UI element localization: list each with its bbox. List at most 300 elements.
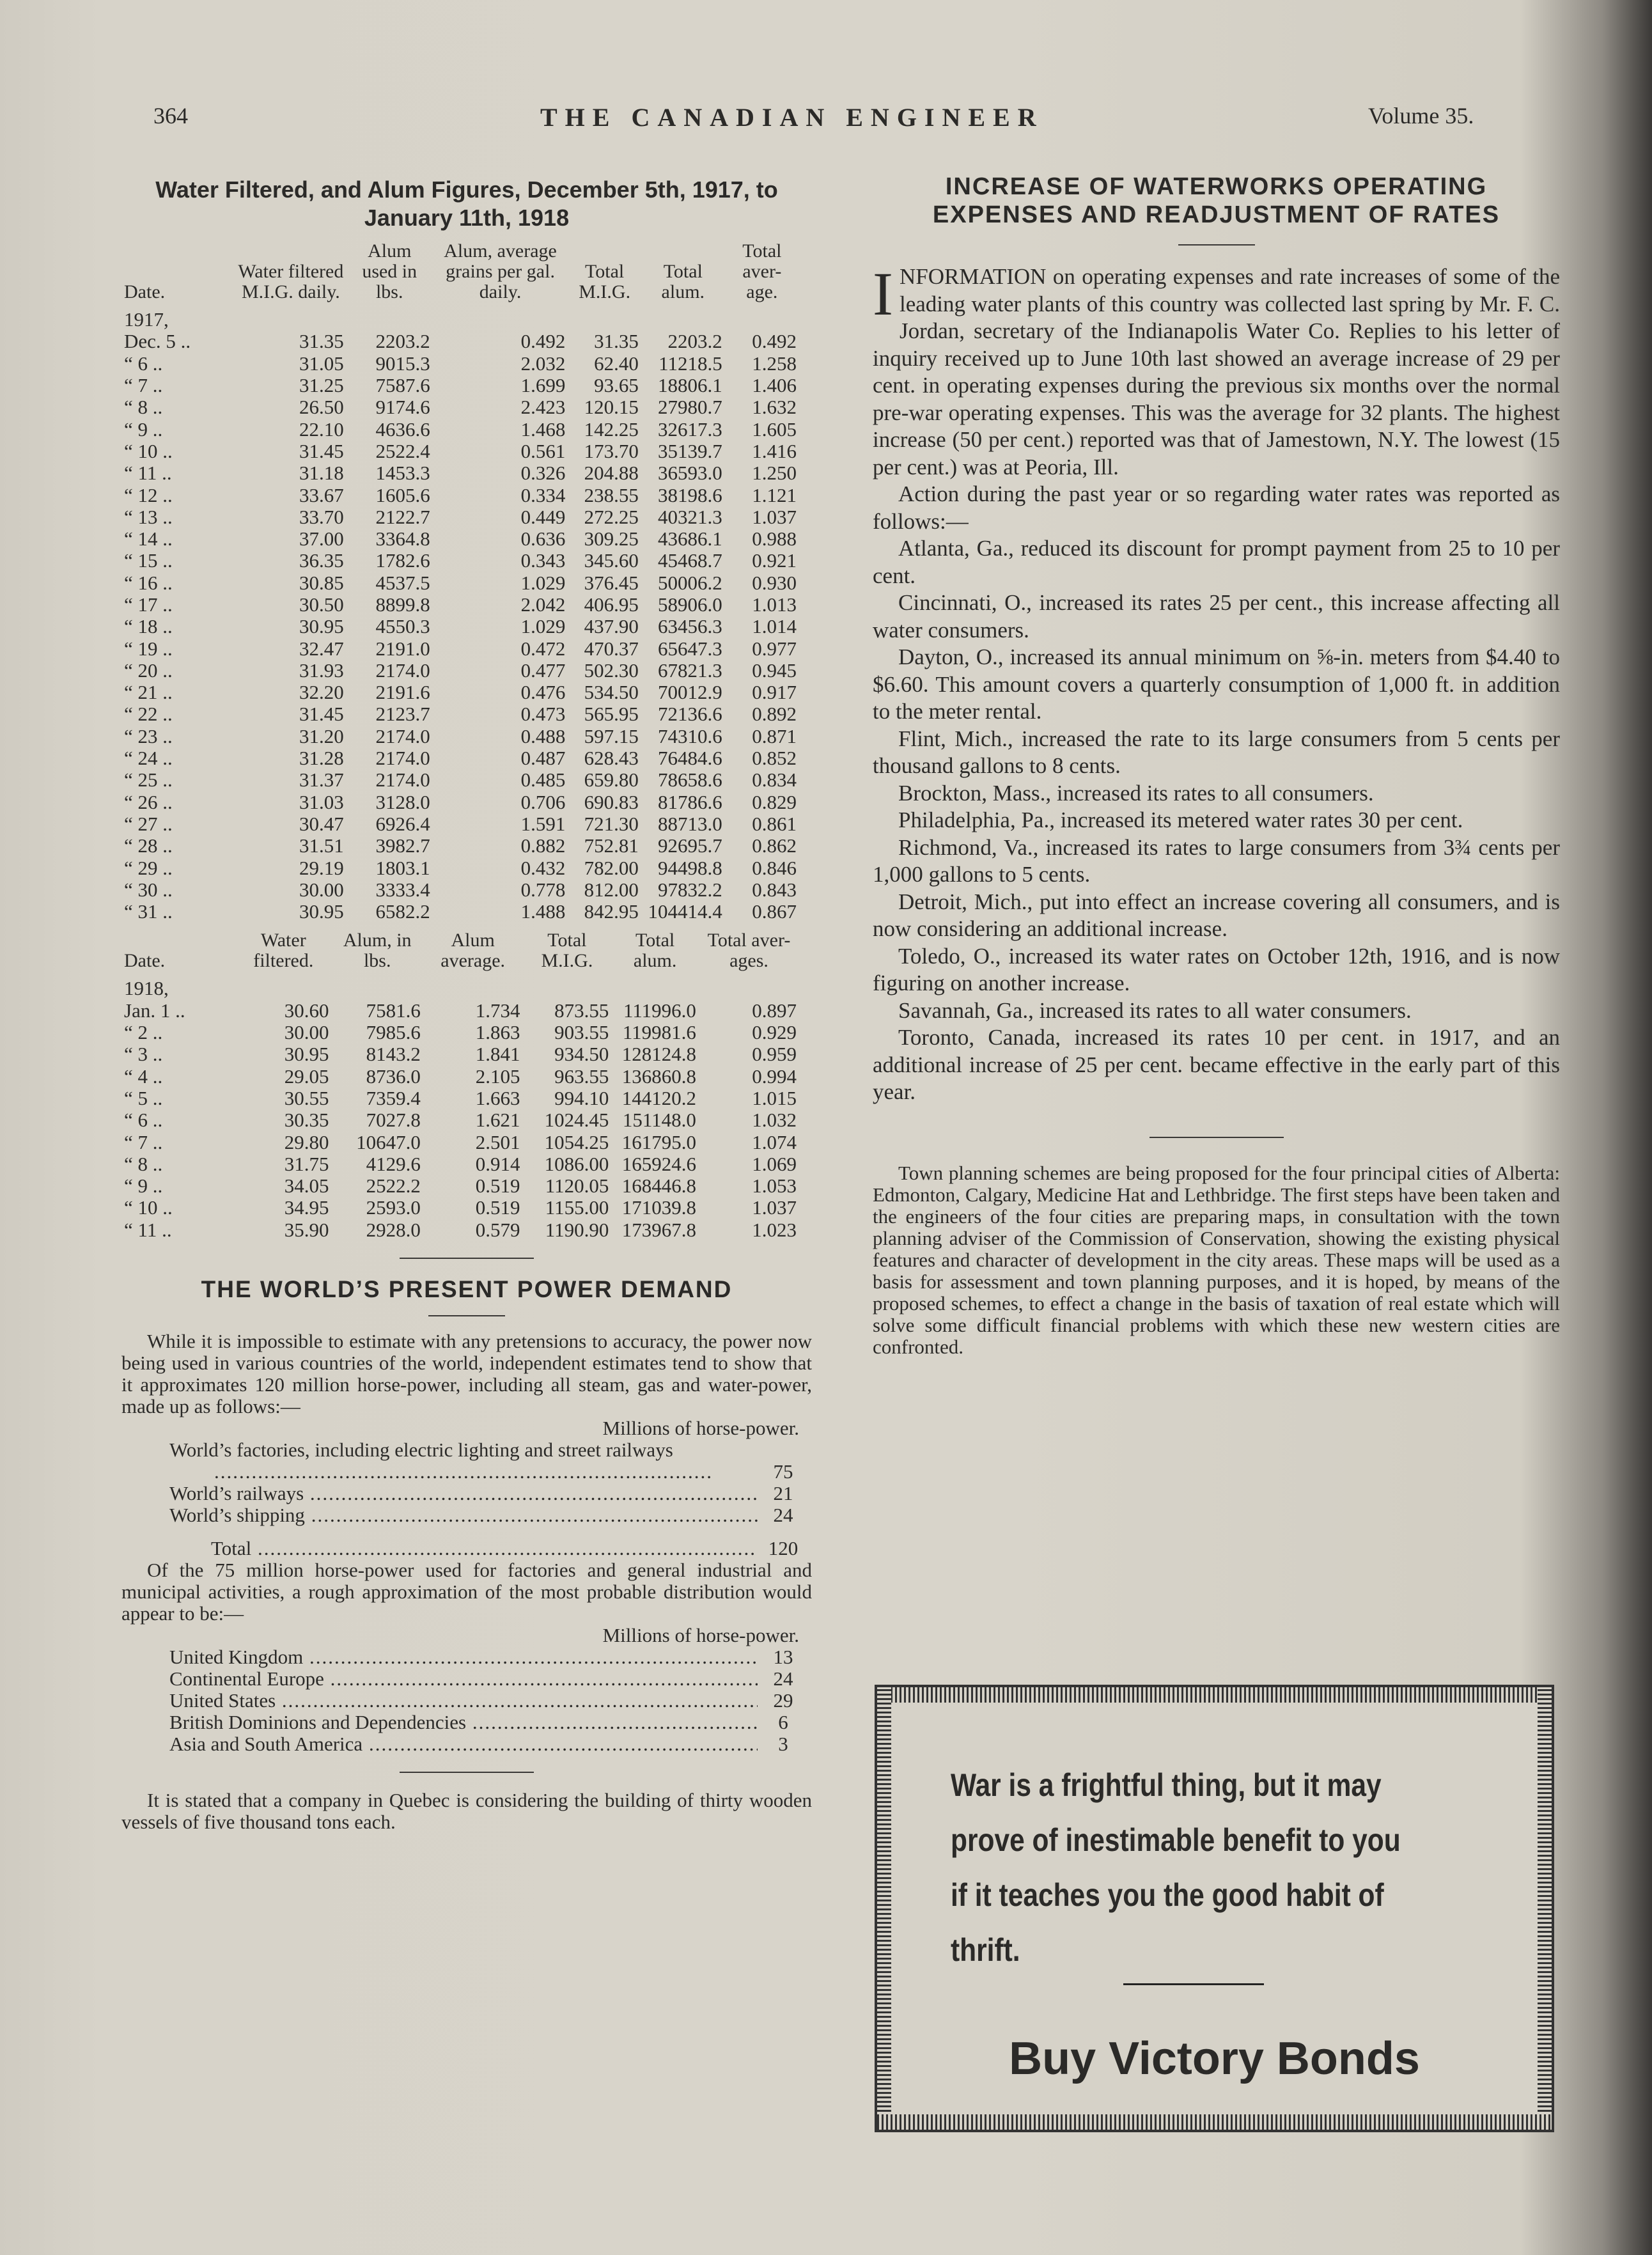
table-cell: 1.416 [752, 439, 797, 462]
section-divider [400, 1772, 534, 1773]
table-cell: 40321.3 [657, 505, 722, 528]
power-item-value: 24 [773, 1503, 793, 1526]
table-cell: 142.25 [584, 417, 639, 441]
table-cell: 171039.8 [621, 1196, 696, 1219]
table-cell: 3128.0 [375, 790, 430, 813]
table-cell: 2174.0 [375, 724, 430, 747]
table-cell: “ 9 .. [124, 417, 163, 441]
table-cell: 0.488 [520, 724, 566, 747]
table-row [121, 375, 799, 396]
table-cell: 29.19 [299, 856, 344, 879]
total-value: 120 [768, 1536, 799, 1559]
table-cell: 0.487 [520, 747, 566, 770]
waterworks-para2: Action during the past year or so regarding water rates was reported as follows:— [873, 481, 1560, 534]
table-cell: 8899.8 [375, 593, 430, 616]
power-item-name: United States ..... [169, 1690, 758, 1712]
table-cell: “ 6 .. [124, 1109, 163, 1132]
year-row [121, 309, 799, 331]
table-row [121, 1131, 799, 1153]
table-cell: 1.121 [752, 483, 797, 506]
rate-action-item: Atlanta, Ga., reduced its discount for prompt payment from 25 to 10 per cent. [873, 536, 1560, 588]
table-cell: 1024.45 [544, 1109, 609, 1132]
table-cell: 32.20 [299, 681, 344, 704]
table-cell: “ 13 .. [124, 505, 173, 528]
table-cell: 4636.6 [375, 417, 430, 441]
power-item-value: 21 [773, 1481, 793, 1504]
table-cell: 0.561 [520, 439, 566, 462]
table-cell: 659.80 [584, 769, 639, 792]
power-row [169, 1504, 809, 1526]
table-cell: 4537.5 [375, 571, 430, 594]
table-cell: 7587.6 [375, 374, 430, 397]
table-cell: 0.579 [475, 1218, 520, 1241]
table-cell: “ 10 .. [124, 1196, 173, 1219]
table-cell: 161795.0 [621, 1130, 696, 1153]
rate-action-item: Brockton, Mass., increased its rates to all consumers. [898, 780, 1374, 806]
power-item-name: British Dominions and Dependencies ..... [169, 1712, 758, 1733]
table-cell: 1.663 [475, 1086, 520, 1109]
table-cell: 0.914 [475, 1152, 520, 1175]
table-cell: 1.734 [475, 999, 520, 1022]
table-cell: “ 11 .. [124, 1218, 172, 1241]
table-cell: 0.476 [520, 681, 566, 704]
page-number: 364 [153, 103, 188, 129]
power-item-name: United Kingdom ..... [169, 1646, 758, 1668]
table-cell: 1.015 [752, 1086, 797, 1109]
table-cell: 30.35 [284, 1109, 329, 1132]
column-header: Total alum. [633, 930, 677, 972]
table-cell: “ 2 .. [124, 1021, 163, 1044]
column-header: Total M.I.G. [579, 261, 631, 302]
table-row [121, 1000, 799, 1022]
table-cell: 173.70 [584, 439, 639, 462]
table-cell: 1086.00 [544, 1152, 609, 1175]
table-cell: 1.029 [520, 615, 566, 638]
table-cell: 31.03 [299, 790, 344, 813]
water-alum-table-1917 [121, 241, 799, 923]
table-cell: 0.519 [475, 1174, 520, 1198]
table-cell: 0.519 [475, 1196, 520, 1219]
table-row [121, 637, 799, 659]
table-row [121, 353, 799, 375]
table-row [121, 792, 799, 813]
table-cell: 0.930 [752, 571, 797, 594]
rate-action-item: Detroit, Mich., put into effect an increase covering all consumers, and is now considering an additional increase. [873, 889, 1560, 941]
power-item-name: World’s factories, including electric lighting and street railways ..... [169, 1439, 758, 1483]
table-cell: 94498.8 [657, 856, 722, 879]
table-cell: 9015.3 [375, 352, 430, 375]
running-header [0, 102, 1652, 141]
table-row [121, 1197, 799, 1219]
table-cell: 502.30 [584, 659, 639, 682]
table-cell: 35.90 [284, 1218, 329, 1241]
table-cell: 1.074 [752, 1130, 797, 1153]
power-table [169, 1439, 809, 1526]
table-cell: 0.977 [752, 637, 797, 660]
table-cell: “ 14 .. [124, 527, 173, 550]
table-cell: 2522.2 [366, 1174, 421, 1198]
table-cell: 10647.0 [356, 1130, 421, 1153]
rate-action-item: Philadelphia, Pa., increased its metered water rates 30 per cent. [898, 808, 1463, 832]
table-cell: 30.00 [299, 878, 344, 901]
table-cell: 128124.8 [621, 1043, 696, 1066]
table-cell: 31.45 [299, 703, 344, 726]
right-column [873, 173, 1560, 1358]
table-cell: 0.326 [520, 462, 566, 485]
table-cell: 31.20 [299, 724, 344, 747]
table-cell: Dec. 5 .. [124, 330, 191, 353]
table-header-row [121, 241, 799, 309]
table-row [121, 835, 799, 857]
table-row [121, 726, 799, 747]
table-cell: “ 16 .. [124, 571, 173, 594]
table-cell: 22.10 [299, 417, 344, 441]
table-cell: 2.105 [475, 1065, 520, 1088]
power-row [169, 1733, 809, 1755]
table-cell: 1453.3 [375, 462, 430, 485]
table-cell: 2123.7 [375, 703, 430, 726]
table-cell: 36.35 [299, 549, 344, 572]
table-cell: “ 11 .. [124, 462, 172, 485]
table-cell: 3333.4 [375, 878, 430, 901]
table-cell: 0.473 [520, 703, 566, 726]
table-cell: 2191.0 [375, 637, 430, 660]
table-cell: 1.621 [475, 1109, 520, 1132]
column-header: Alum average. [440, 930, 506, 972]
column-header: Alum, in lbs. [343, 930, 412, 972]
rate-actions-list [873, 535, 1560, 1106]
table-cell: 35139.7 [657, 439, 722, 462]
rate-action-item: Flint, Mich., increased the rate to its large consumers from 5 cents per thousand gallons to 8 cents. [873, 726, 1560, 778]
table-cell: 76484.6 [657, 747, 722, 770]
table-cell: 406.95 [584, 593, 639, 616]
table-cell: “ 12 .. [124, 483, 173, 506]
power-row [169, 1690, 809, 1712]
table-cell: 0.334 [520, 483, 566, 506]
table-cell: 0.343 [520, 549, 566, 572]
table-cell: 1.258 [752, 352, 797, 375]
table-cell: 62.40 [594, 352, 639, 375]
table-cell: “ 29 .. [124, 856, 173, 879]
table-cell: 30.95 [299, 900, 344, 923]
table-cell: 104414.4 [648, 900, 722, 923]
table-cell: 376.45 [584, 571, 639, 594]
table-row [121, 682, 799, 703]
table-cell: 437.90 [584, 615, 639, 638]
table-row [121, 1109, 799, 1131]
column-header: Total aver- ages. [707, 930, 791, 972]
table-cell: “ 31 .. [124, 900, 173, 923]
power-item-name: World’s shipping ..... [169, 1504, 758, 1526]
table-cell: 31.45 [299, 439, 344, 462]
table-cell: 628.43 [584, 747, 639, 770]
table-cell: 50006.2 [657, 571, 722, 594]
table-cell: 26.50 [299, 396, 344, 419]
power-item-name: Continental Europe ..... [169, 1668, 758, 1690]
power-item-value: 29 [773, 1689, 793, 1712]
table-cell: 0.778 [520, 878, 566, 901]
table-cell: 0.492 [752, 330, 797, 353]
table-cell: 1605.6 [375, 483, 430, 506]
table-cell: 1.037 [752, 505, 797, 528]
table-row [121, 1043, 799, 1065]
table-row [121, 1175, 799, 1197]
power-total-row [211, 1538, 809, 1559]
table-cell: 0.636 [520, 527, 566, 550]
table-row [121, 1088, 799, 1109]
drop-cap: I [873, 260, 893, 328]
table-cell: 63456.3 [657, 615, 722, 638]
table-row [121, 594, 799, 616]
table-cell: 1.037 [752, 1196, 797, 1219]
table-cell: 7027.8 [366, 1109, 421, 1132]
table-cell: 2122.7 [375, 505, 430, 528]
table-cell: 0.846 [752, 856, 797, 879]
table-cell: 0.945 [752, 659, 797, 682]
table-row [121, 462, 799, 484]
table-cell: 27980.7 [657, 396, 722, 419]
table-cell: 8736.0 [366, 1065, 421, 1088]
water-alum-table-1918 [121, 930, 799, 1241]
title-divider [1178, 244, 1255, 246]
table-cell: 0.862 [752, 834, 797, 857]
table-cell: 38198.6 [657, 483, 722, 506]
table-cell: 29.05 [284, 1065, 329, 1088]
table-cell: 1782.6 [375, 549, 430, 572]
table-row [121, 703, 799, 725]
table-cell: 2174.0 [375, 769, 430, 792]
table-cell: 752.81 [584, 834, 639, 857]
table-cell: 0.921 [752, 549, 797, 572]
table-cell: 0.897 [752, 999, 797, 1022]
table-row [121, 396, 799, 418]
table-cell: “ 5 .. [124, 1086, 163, 1109]
ad-divider [1123, 1983, 1264, 1985]
table-cell: 31.75 [284, 1152, 329, 1175]
table-cell: 2.423 [520, 396, 566, 419]
table-cell: 70012.9 [657, 681, 722, 704]
power-item-name: World’s railways ..... [169, 1483, 758, 1504]
table-cell: 6582.2 [375, 900, 430, 923]
power-item-name: Asia and South America ..... [169, 1733, 758, 1755]
table-row [121, 813, 799, 835]
table-cell: 1155.00 [545, 1196, 609, 1219]
table-cell: 111996.0 [623, 999, 696, 1022]
table-row [121, 418, 799, 440]
table-cell: 32.47 [299, 637, 344, 660]
table-cell: 1.069 [752, 1152, 797, 1175]
power-item-value: 3 [778, 1732, 788, 1755]
table-cell: “ 22 .. [124, 703, 173, 726]
table-cell: 842.95 [584, 900, 639, 923]
table-cell: 690.83 [584, 790, 639, 813]
rate-action-item: Toronto, Canada, increased its rates 10 per cent. in 1917, and an additional increase of 25 per cent. became effective in the early part of this year. [873, 1025, 1560, 1104]
table-cell: “ 4 .. [124, 1065, 163, 1088]
table-cell: “ 3 .. [124, 1043, 163, 1066]
quebec-note: It is stated that a company in Quebec is considering the building of thirty wooden vessels of five thousand tons each. [121, 1788, 812, 1833]
left-column [121, 176, 812, 1833]
table-cell: 0.477 [520, 659, 566, 682]
table-cell: 1.013 [752, 593, 797, 616]
table-header-row [121, 930, 799, 978]
waterworks-para1: INFORMATION on operating expenses and rate increases of some of the leading water plants of this country was collected last spring by Mr. F. C. Jordan, secretary of the Indianapolis Water Co. Replies to his letter of inquiry received up to June 10th last showed an average increase of 29 per cent. in operating expenses during the previous six months over the normal pre-war operating expenses. This was the average for 32 plants. The highest increase (50 per cent.) reported was that of Jamestown, N.Y. The lowest (15 per cent.) was at Peoria, Ill. [873, 260, 1560, 480]
table-cell: 1120.05 [545, 1174, 609, 1198]
table-cell: 30.47 [299, 812, 344, 835]
table-cell: 2.032 [520, 352, 566, 375]
table-cell: 0.917 [752, 681, 797, 704]
table-cell: 2522.4 [375, 439, 430, 462]
table-cell: 0.492 [520, 330, 566, 353]
table-cell: 0.706 [520, 790, 566, 813]
table-cell: 0.852 [752, 747, 797, 770]
waterworks-title: INCREASE OF WATERWORKS OPERATING EXPENSES AND READJUSTMENT OF RATES [932, 173, 1500, 228]
table-cell: 309.25 [584, 527, 639, 550]
table-cell: 11218.5 [658, 352, 722, 375]
table-cell: “ 17 .. [124, 593, 173, 616]
table-row [121, 769, 799, 791]
table-row [121, 572, 799, 594]
table-row [121, 1219, 799, 1241]
table-cell: 2.501 [475, 1130, 520, 1153]
table-cell: 1.014 [752, 615, 797, 638]
column-header: Total alum. [661, 261, 705, 302]
table-cell: 6926.4 [375, 812, 430, 835]
rate-action-item: Dayton, O., increased its annual minimum on ⅝-in. meters from $4.40 to $6.60. This amount covers a quarterly consumption of 1,000 ft. in addition to the meter rental. [873, 644, 1560, 724]
table-cell: “ 8 .. [124, 1152, 163, 1175]
table-cell: “ 10 .. [124, 439, 173, 462]
table-cell: 2174.0 [375, 747, 430, 770]
table-cell: 30.55 [284, 1086, 329, 1109]
total-label: Total ..... [211, 1538, 758, 1559]
table-cell: 33.70 [299, 505, 344, 528]
table-cell: 963.55 [554, 1065, 609, 1088]
table-cell: 2.042 [520, 593, 566, 616]
table-cell: “ 15 .. [124, 549, 173, 572]
table-cell: 7581.6 [366, 999, 421, 1022]
power-item-value: 75 [773, 1460, 793, 1483]
table-row [121, 528, 799, 550]
table-cell: 238.55 [584, 483, 639, 506]
power-intro: While it is impossible to estimate with any pretensions to accuracy, the power now being used in various countries of the world, independent estimates tend to show that it approximates 120 million horse-power, including all steam, gas and water-power, made up as follows:— [121, 1329, 812, 1417]
table-cell: 7359.4 [366, 1086, 421, 1109]
table-cell: “ 27 .. [124, 812, 173, 835]
table-row [121, 484, 799, 506]
table-cell: 78658.6 [657, 769, 722, 792]
table-cell: 31.28 [299, 747, 344, 770]
table-cell: 1.863 [475, 1021, 520, 1044]
year-label: 1917, [124, 308, 169, 331]
table-cell: 204.88 [584, 462, 639, 485]
power-row [169, 1439, 809, 1483]
table-cell: 2203.2 [375, 330, 430, 353]
table-cell: 2593.0 [366, 1196, 421, 1219]
column-header: Water filtered M.I.G. daily. [238, 261, 344, 302]
table-cell: 0.988 [752, 527, 797, 550]
power-distribution-table [169, 1646, 809, 1755]
table-cell: 1054.25 [544, 1130, 609, 1153]
table-cell: 29.80 [284, 1130, 329, 1153]
table-cell: 1.032 [752, 1109, 797, 1132]
table-cell: 1803.1 [375, 856, 430, 879]
table-cell: 2191.6 [375, 681, 430, 704]
table-cell: “ 21 .. [124, 681, 173, 704]
table-cell: 3364.8 [375, 527, 430, 550]
table-cell: Jan. 1 .. [124, 999, 185, 1022]
table-cell: 1190.90 [545, 1218, 609, 1241]
table-cell: “ 24 .. [124, 747, 173, 770]
table-cell: 33.67 [299, 483, 344, 506]
table-cell: 30.60 [284, 999, 329, 1022]
power-row [169, 1483, 809, 1504]
title-divider [428, 1315, 505, 1316]
table-cell: 0.929 [752, 1021, 797, 1044]
table-cell: 0.892 [752, 703, 797, 726]
table-row [121, 1022, 799, 1043]
table-cell: 0.834 [752, 769, 797, 792]
column-header: Alum used in lbs. [362, 240, 417, 302]
table-cell: “ 18 .. [124, 615, 173, 638]
rate-action-item: Savannah, Ga., increased its rates to all water consumers. [898, 997, 1412, 1023]
rate-action-item: Toledo, O., increased its water rates on October 12th, 1916, and is now figuring on another increase. [873, 943, 1560, 995]
table-cell: 31.35 [299, 330, 344, 353]
table-row [121, 441, 799, 462]
year-label: 1918, [124, 977, 169, 1000]
table-cell: 43686.1 [657, 527, 722, 550]
table-cell: 1.023 [752, 1218, 797, 1241]
table-cell: 88713.0 [657, 812, 722, 835]
power-row [169, 1668, 809, 1690]
rate-action-item: Cincinnati, O., increased its rates 25 per cent., this increase affecting all water consumers. [873, 590, 1560, 643]
power-section-title: THE WORLD’S PRESENT POWER DEMAND [201, 1276, 733, 1302]
table-cell: “ 20 .. [124, 659, 173, 682]
table-cell: “ 7 .. [124, 1130, 163, 1153]
table-title: Water Filtered, and Alum Figures, December 5th, 1917, to January 11th, 1918 [155, 176, 778, 231]
table-cell: 30.95 [284, 1043, 329, 1066]
town-planning-note: Town planning schemes are being proposed for the four principal cities of Alberta: Edmonton, Calgary, Medicine Hat and Lethbridge. The first steps have been taken and the engineers of the four cities are preparing maps, in consultation with the town planning adviser of the Commission of Conservation, showing the existing physical features and character of development in the city areas. These maps will be used as a basis for assessment and town planning purposes, and it is hoped, by means of the proposed schemes, to effect a change in the basis of taxation of real estate which will solve some difficult financial problems with which these new western cities are confronted. [873, 1161, 1560, 1358]
table-cell: 0.882 [520, 834, 566, 857]
table-cell: 0.843 [752, 878, 797, 901]
table-cell: 31.35 [594, 330, 639, 353]
table-cell: 81786.6 [657, 790, 722, 813]
table-cell: 565.95 [584, 703, 639, 726]
table-cell: 93.65 [594, 374, 639, 397]
table-cell: 65647.3 [657, 637, 722, 660]
table-cell: 45468.7 [657, 549, 722, 572]
table-cell: 0.829 [752, 790, 797, 813]
table-cell: 3982.7 [375, 834, 430, 857]
table-cell: 721.30 [584, 812, 639, 835]
table-cell: 97832.2 [657, 878, 722, 901]
table-cell: 9174.6 [375, 396, 430, 419]
table-cell: 1.488 [520, 900, 566, 923]
table-cell: 30.50 [299, 593, 344, 616]
power-item-value: 13 [773, 1645, 793, 1668]
table-cell: 0.432 [520, 856, 566, 879]
table-cell: 30.95 [299, 615, 344, 638]
table-cell: 0.959 [752, 1043, 797, 1066]
column-header: Date. [124, 950, 166, 972]
table-row [121, 1153, 799, 1175]
table-cell: 534.50 [584, 681, 639, 704]
ad-slogan: Buy Victory Bonds [1009, 2033, 1420, 2084]
ad-message: War is a frightful thing, but it may prove of inestimable benefit to you if it teaches you the good habit of thrift. [951, 1767, 1401, 1968]
power-item-value: 6 [778, 1710, 788, 1733]
table-cell: 1.029 [520, 571, 566, 594]
table-cell: 2203.2 [667, 330, 722, 353]
column-header: Alum, average grains per gal. daily. [444, 240, 557, 302]
table-cell: 345.60 [584, 549, 639, 572]
column-header: Water filtered. [253, 930, 314, 972]
